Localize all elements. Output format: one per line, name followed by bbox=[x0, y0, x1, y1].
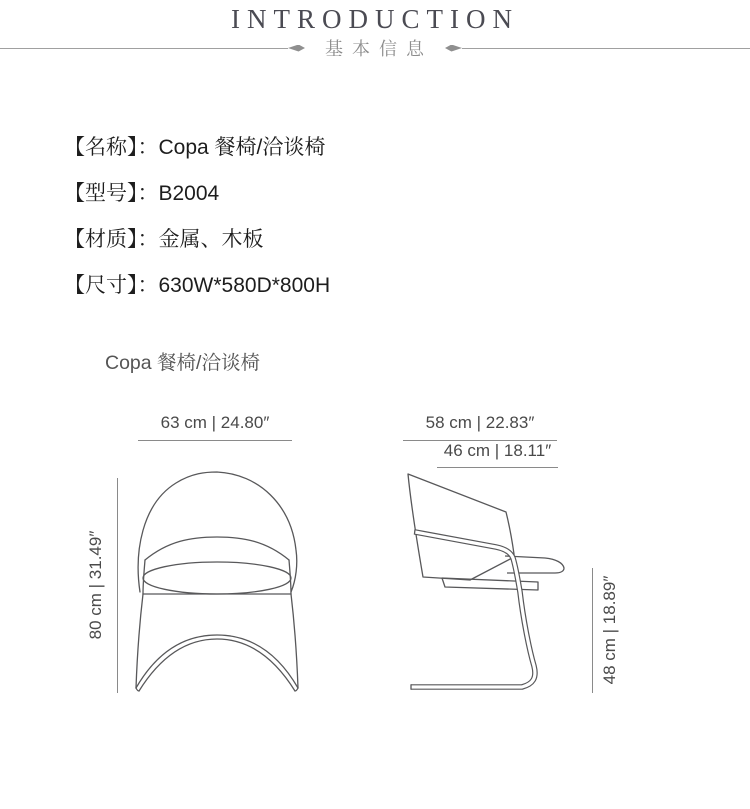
product-name-label: Copa 餐椅/洽谈椅 bbox=[105, 352, 260, 374]
spec-item-model: 【型号】：B2004 bbox=[64, 182, 220, 205]
side-height-dimension-line bbox=[592, 568, 593, 693]
divider-arrow-left-icon bbox=[445, 45, 462, 52]
spec-item-name: 【名称】：Copa 餐椅/洽谈椅 bbox=[64, 136, 326, 159]
front-width-dimension-line bbox=[138, 440, 292, 441]
front-height-dimension-label: 80 cm | 31.49″ bbox=[86, 530, 105, 640]
front-height-dimension-line bbox=[117, 478, 118, 693]
side-seat-width-dimension-label: 46 cm | 18.11″ bbox=[443, 441, 552, 460]
side-height-dimension-label: 48 cm | 18.89″ bbox=[600, 575, 619, 685]
side-top-width-dimension-label: 58 cm | 22.83″ bbox=[425, 413, 535, 432]
section-divider bbox=[0, 39, 750, 57]
section-title: INTRODUCTION bbox=[231, 4, 519, 34]
front-view-drawing bbox=[120, 460, 310, 700]
front-width-dimension-label: 63 cm | 24.80″ bbox=[160, 413, 270, 432]
spec-list bbox=[64, 131, 330, 315]
spec-item-size: 【尺寸】：630W*580D*800H bbox=[64, 274, 331, 297]
divider-line-left bbox=[0, 48, 288, 49]
spec-item-material: 【材质】：金属、木板 bbox=[64, 228, 264, 251]
section-subtitle: 基本信息 bbox=[325, 39, 433, 59]
divider-line-right bbox=[462, 48, 750, 49]
side-view-drawing bbox=[395, 460, 580, 700]
divider-arrow-right-icon bbox=[288, 45, 305, 52]
